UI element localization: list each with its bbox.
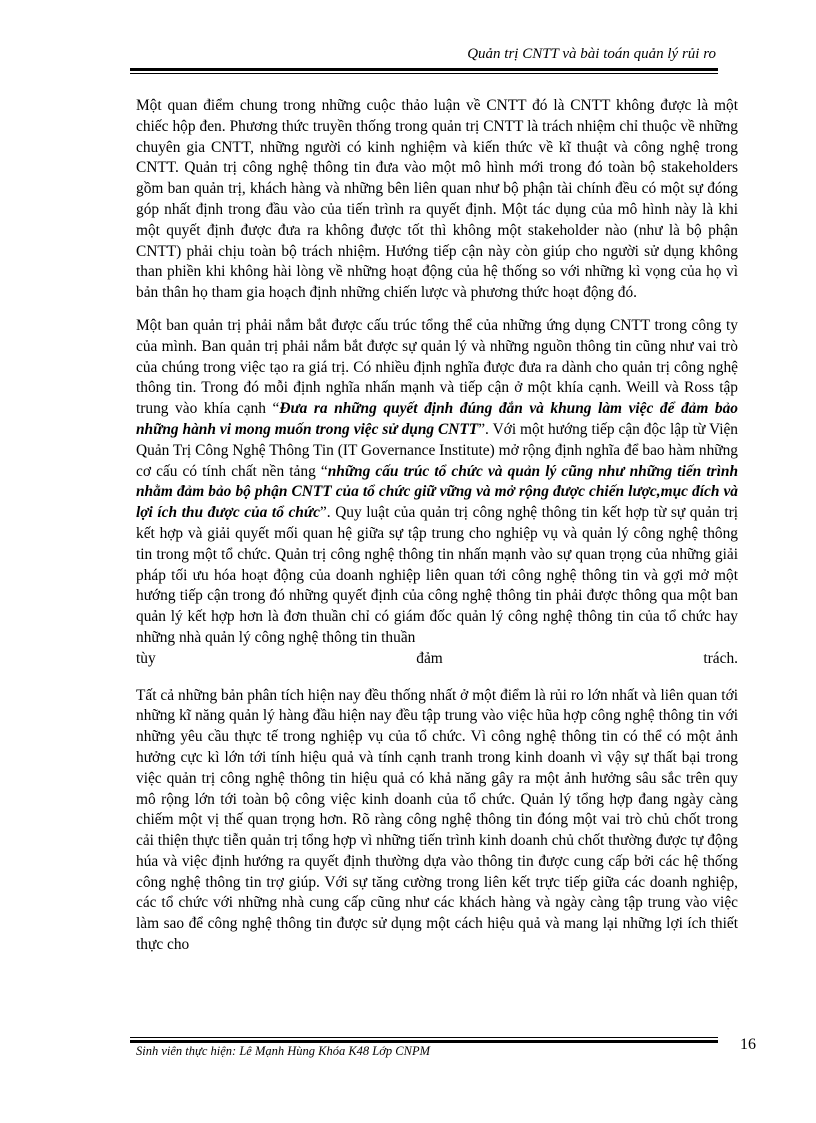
- footer-author: Sinh viên thực hiện: Lê Mạnh Hùng Khóa K48 Lớp CNPM: [136, 1044, 431, 1058]
- itgi-definition: những cấu trúc tổ chức và quản lý cũng như những tiến trình nhằm đảm bảo bộ phận CNTT của tổ chức giữ vững và mở rộng được chiến lược,mục đích và lợi ích thu được của tổ chức: [136, 462, 739, 522]
- last-line-word-2: đảm: [416, 649, 443, 667]
- last-line-word-3: trách.: [703, 649, 738, 667]
- paragraph-1: Một quan điểm chung trong những cuộc thảo luận về CNTT đó là CNTT không được là một chiếc hộp đen. Phương thức truyền thống trong quản trị CNTT là trách nhiệm chỉ thuộc về những chuyên gia CNTT, những người có kinh nghiệm và kiến thức về kĩ thuật và công nghệ trong CNTT. Quản trị công nghệ thông tin đưa vào một mô hình mới trong đó toàn bộ stakeholders gồm ban quản trị, khách hàng và những bên liên quan như bộ phận tài chính đều có một sự đóng góp nhất định trong đầu vào của tiến trình ra quyết định. Một tác dụng của mô hình này là khi một quyết định được đưa ra không được tốt thì không một stakeholder nào (như là bộ phận CNTT) phải chịu toàn bộ trách nhiệm. Hướng tiếp cận này còn giúp cho người sử dụng không than phiền khi không hài lòng về những hoạt động của hệ thống so với những kì vọng của họ vì bản thân họ tham gia hoạch định những chiến lược và phương thức hoạt động đó.: [136, 97, 738, 302]
- footer-rule: [130, 1040, 718, 1043]
- paragraph-2-text-b: ”. Với một hướng tiếp cận độc lập từ Viện Quản Trị Công Nghệ Thông Tin (IT Governance Institute) mở rộng định nghĩa để bao hàm những cơ cấu có tính chất nền tảng “: [136, 420, 738, 480]
- page-body: [136, 96, 738, 956]
- paragraph-2-text-a: Một ban quản trị phải nắm bắt được cấu trúc tổng thể của những ứng dụng CNTT trong công ty của mình. Ban quản trị phải nắm bắt được sự quản lý và những nguồn thông tin cũng như vai trò của chúng trong việc tạo ra giá trị. Có nhiều định nghĩa được đưa ra dành cho quản trị công nghệ thông tin. Trong đó mỗi định nghĩa nhấn mạnh và tiếp cận ở một khía cạnh. Weill và Ross tập trung vào khía cạnh “: [136, 316, 738, 418]
- header-rule-thin: [130, 73, 718, 74]
- paragraph-2: [136, 316, 738, 649]
- paragraph-2-last-line: [136, 649, 738, 670]
- paragraph-2-text-c: ”. Quy luật của quản trị công nghệ thông tin kết hợp từ sự quản trị kết hợp và giải quyết mối quan hệ giữa sự tập trung cho nghiệp vụ và quản lý công nghệ thông tin trong một tổ chức. Quản trị công nghệ thông tin nhấn mạnh vào sự quan trọng của những giải pháp tối ưu hóa hoạt động của doanh nghiệp liên quan tới công nghệ thông tin và gợi mở một hướng tiếp cận trong đó những quyết định của công nghệ thông tin phải được thông qua một ban quản lý kết hợp hơn là đơn thuần chỉ có giám đốc quản lý công nghệ thông tin của tổ chức hay những nhà quản lý công nghệ thông tin thuần: [136, 504, 738, 646]
- last-line-word-1: tùy: [136, 649, 156, 667]
- page-number: 16: [740, 1036, 756, 1053]
- header-rule: [130, 68, 718, 71]
- running-header-title: Quản trị CNTT và bài toán quản lý rủi ro: [467, 46, 716, 62]
- footer-rule-thin: [130, 1037, 718, 1038]
- weill-ross-definition: Đưa ra những quyết định đúng đắn và khung làm việc để đảm bảo những hành vi mong muốn trong việc sử dụng CNTT: [136, 400, 738, 438]
- paragraph-3: Tất cả những bản phân tích hiện nay đều thống nhất ở một điểm là rủi ro lớn nhất và liên quan tới những kĩ năng quản lý hàng đầu hiện nay đều tập trung vào việc hũa hợp công nghệ thông tin với những yêu cầu thực tế trong nghiệp vụ của tổ chức. Vì công nghệ thông tin có thể có một ảnh hưởng cực kì lớn tới tính hiệu quả và tính cạnh tranh trong kinh doanh vì vậy sự thất bại trong việc quản trị công nghệ thông tin hiệu quả có khả năng gây ra một ảnh hưởng sâu sắc trên quy mô rộng lớn tới toàn bộ công việc kinh doanh của tổ chức. Quản lý tổng hợp đang ngày càng chiếm một vị thế quan trọng hơn. Rõ ràng công nghệ thông tin đóng một vai trò chủ chốt trong cải thiện thực tiễn quản trị tổng hợp vì những tiến trình kinh doanh chủ chốt thường được tự động húa và việc định hướng ra quyết định thường dựa vào thông tin được cung cấp bởi các hệ thống công nghệ thông tin trợ giúp. Với sự tăng cường trong liên kết trực tiếp giữa các doanh nghiệp, các tổ chức với những nhà cung cấp cũng như các khách hàng và ngày càng tập trung vào việc làm sao để công nghệ thông tin được sử dụng một cách hiệu quả và mang lại những lợi ích thiết thực cho: [136, 686, 738, 954]
